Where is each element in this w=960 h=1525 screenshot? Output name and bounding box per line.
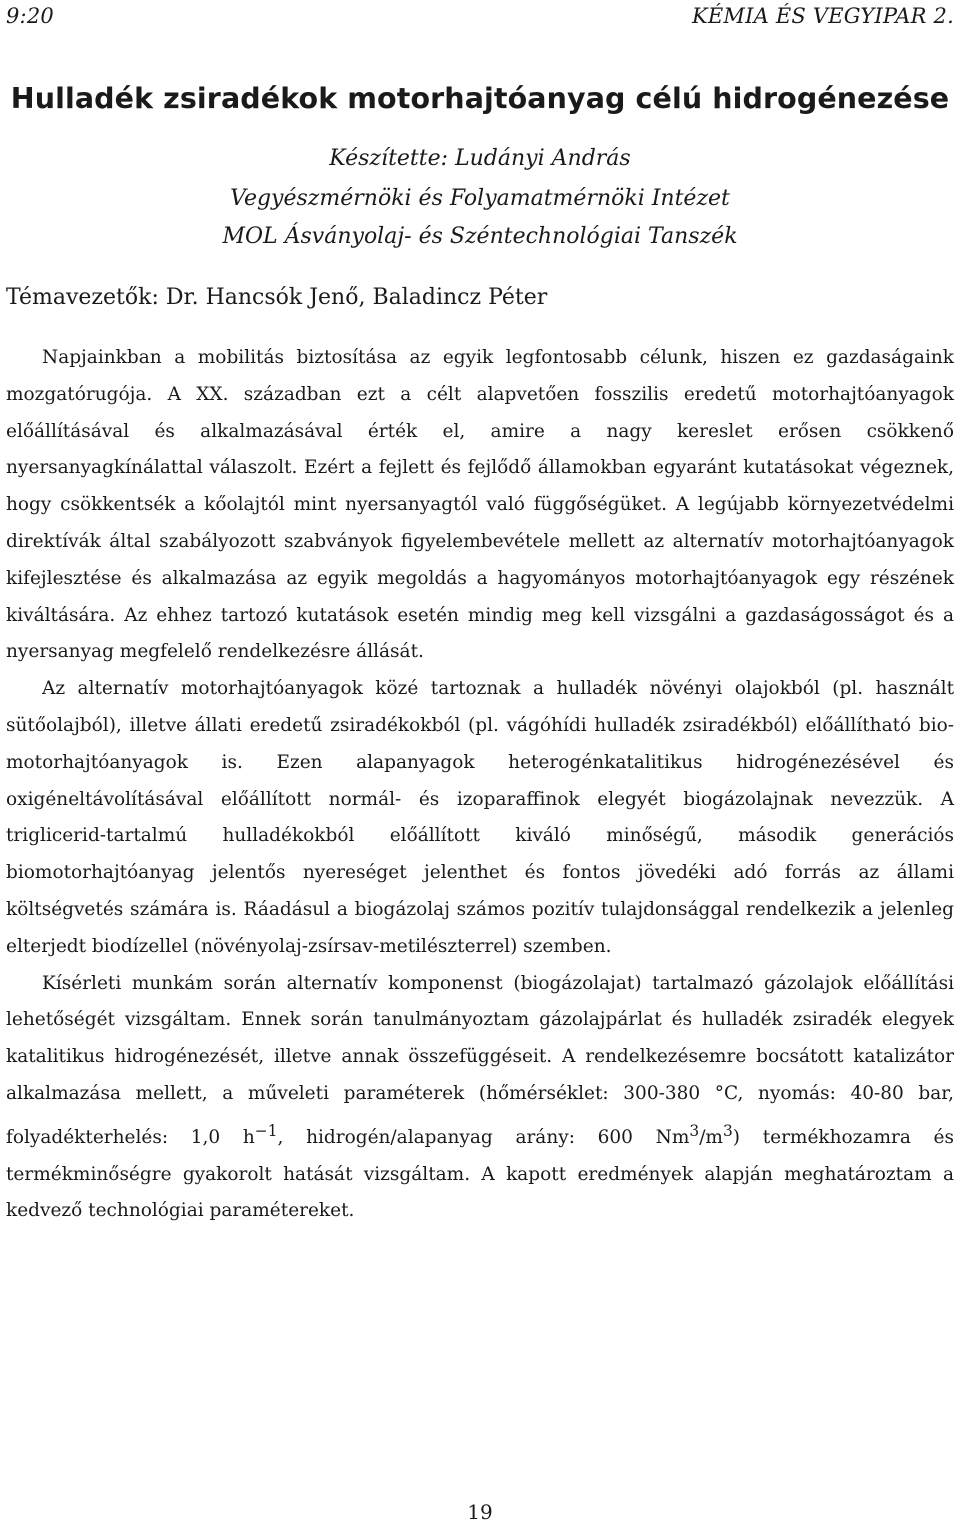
page-number: 19 (467, 1500, 493, 1524)
abstract-body (6, 340, 954, 1230)
department: MOL Ásványolaj- és Széntechnológiai Tanszék (222, 224, 738, 249)
header-left: 9:20 (6, 4, 54, 28)
paragraph-3 (6, 966, 954, 1231)
paragraph-1: Napjainkban a mobilitás biztosítása az egyik legfontosabb célunk, hiszen ez gazdaságaink mozgatórugója. A XX. században ezt a célt alapvetően fosszilis eredetű motorhajtóanyagok előállításával és alkalmazásával érték el, amire a nagy kereslet erősen csökkenő nyersanyagkínálattal válaszolt. Ezért a fejlett és fejlődő államokban egyaránt kutatásokat végeznek, hogy csökkentsék a kőolajtól mint nyersanyagtól való függőségüket. A legújabb környezetvédelmi direktívák által szabályozott szabványok figyelembevétele mellett az alternatív motorhajtóanyagok kifejlesztése és alkalmazása az egyik megoldás a hagyományos motorhajtóanyagok egy részének kiváltására. Az ehhez tartozó kutatások esetén mindig meg kell vizsgálni a gazdaságosságot és a nyersanyag megfelelő rendelkezésre állását. (6, 347, 954, 663)
paper-title: Hulladék zsiradékok motorhajtóanyag célú hidrogénezése (10, 82, 950, 115)
supervisors: Témavezetők: Dr. Hancsók Jenő, Baladincz Péter (6, 285, 548, 310)
superscript-minus-one: −1 (254, 1121, 278, 1140)
header-right: KÉMIA ÉS VEGYIPAR 2. (692, 4, 954, 28)
paragraph-3-part-3: /m (699, 1126, 723, 1148)
author-line: Készítette: Ludányi András (329, 146, 631, 171)
superscript-three: 3 (689, 1121, 700, 1140)
institute: Vegyészmérnöki és Folyamatmérnöki Intézet (230, 186, 730, 211)
paragraph-2: Az alternatív motorhajtóanyagok közé tartoznak a hulladék növényi olajokból (pl. használt sütőolajból), illetve állati eredetű zsiradékokból (pl. vágóhídi hulladék zsiradékból) előállítható bio-motorhajtóanyagok is. Ezen alapanyagok heterogénkatalitikus hidrogénezésével és oxigéneltávolításával előállított normál- és izoparaffinok elegyét biogázolajnak nevezzük. A triglicerid-tartalmú hulladékokból előállított kiváló minőségű, második generációs biomotorhajtóanyag jelentős nyereséget jelenthet és fontos jövedéki adó forrás az állami költségvetés számára is. Ráadásul a biogázolaj számos pozitív tulajdonsággal rendelkezik a jelenleg elterjedt biodízellel (növényolaj-zsírsav-metilészterrel) szemben. (6, 678, 954, 957)
paragraph-3-part-4: ) termékhozamra és termékminőségre gyakorolt hatását vizsgáltam. A kapott eredmények alapján meghatároztam a kedvező technológiai paramétereket. (6, 1126, 954, 1222)
paragraph-3-part-1: Kísérleti munkám során alternatív komponenst (biogázolajat) tartalmazó gázolajok előállítási lehetőségét vizsgáltam. Ennek során tanulmányoztam gázolajpárlat és hulladék zsiradék elegyek katalitikus hidrogénezését, illetve annak összefüggéseit. A rendelkezésemre bocsátott katalizátor alkalmazása mellett, a műveleti paraméterek (hőmérséklet: 300-380 °C, nyomás: 40-80 bar, folyadékterhelés: 1,0 h (6, 972, 954, 1148)
running-header (6, 4, 954, 28)
superscript-three-2: 3 (722, 1121, 733, 1140)
paragraph-3-part-2: , hidrogén/alapanyag arány: 600 Nm (277, 1126, 690, 1148)
